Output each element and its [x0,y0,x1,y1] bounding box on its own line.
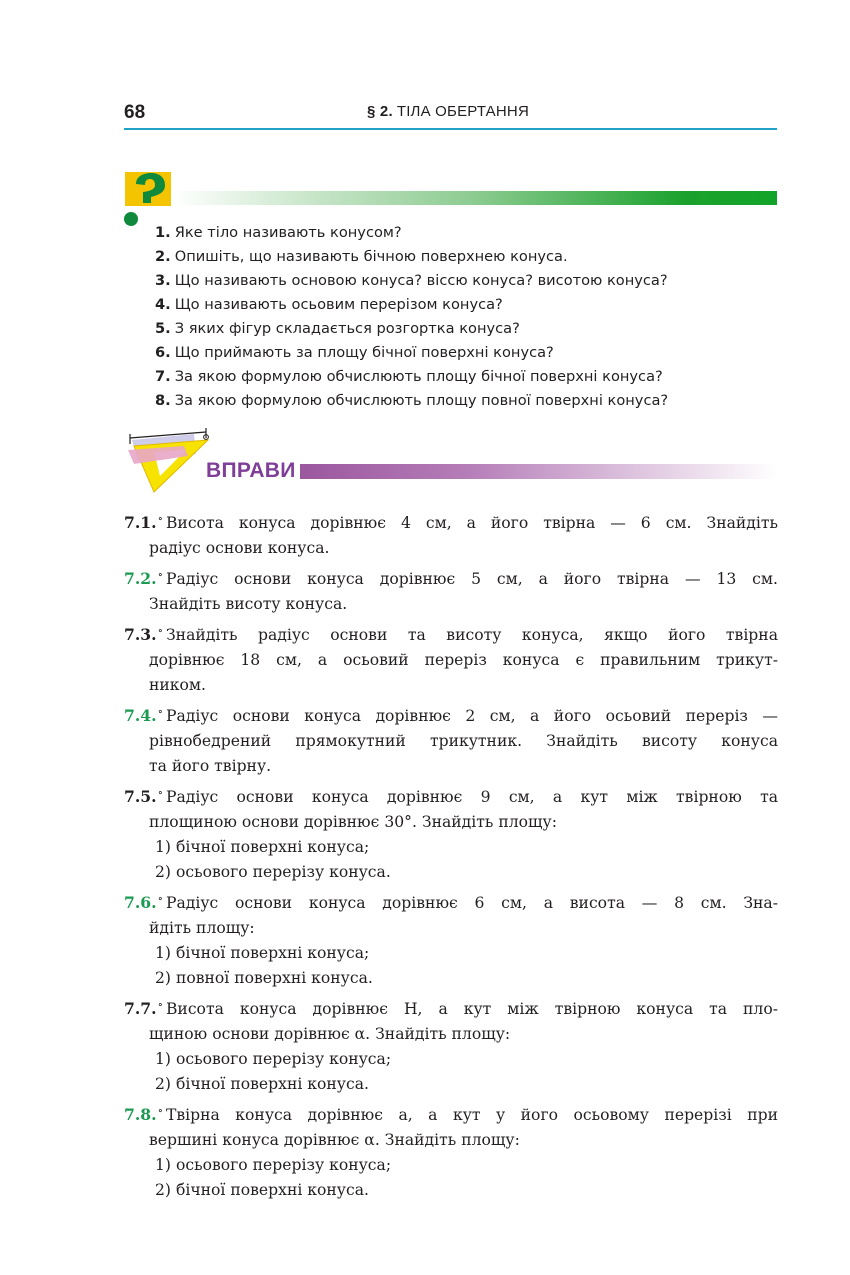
exercise-7-3: 7.3.∘ Знайдіть радіус основи та висоту конуса, якщо його твірна дорівнює 18 см, а осьовий переріз конуса є правильним трикут- ником. [124,624,778,694]
sub-item: 1) бічної поверхні конуса; [155,838,370,856]
exercise-number: 7.8. [124,1105,157,1124]
exercise-number: 7.1. [124,513,157,532]
exercise-number: 7.7. [124,999,157,1018]
sub-item: 1) бічної поверхні конуса; [155,944,370,962]
exercise-number: 7.6. [124,893,157,912]
sub-item: 1) осьового перерізу конуса; [155,1050,392,1068]
section-title: ТІЛА ОБЕРТАННЯ [396,103,529,120]
exercise-number: 7.2. [124,569,157,588]
exercise-7-6: 7.6.∘ Радіус основи конуса дорівнює 6 см, а висота — 8 см. Зна- йдіть площу: 1) бічної поверхні конуса; 2) повної поверхні конуса. [124,886,778,991]
exercise-number: 7.4. [124,706,157,725]
exercises-title: ВПРАВИ [206,459,296,482]
page-number: 68 [124,102,146,123]
exercise-7-7: 7.7.∘ Висота конуса дорівнює H, а кут між твірною конуса та пло- щиною основи дорівнює α. Знайдіть площу: 1) осьового перерізу конуса; 2) бічної поверхні конуса. [124,992,778,1097]
section-mark: § 2. [367,103,393,120]
list-item: 8. За якою формулою обчислюють площу повної поверхні конуса? [155,392,669,409]
exercise-number: 7.5. [124,787,157,806]
header-rule [124,128,777,130]
question-mark-icon [124,172,172,228]
list-item: 6. Що приймають за площу бічної поверхні конуса? [155,344,554,361]
sub-item: 2) осьового перерізу конуса. [155,863,391,881]
list-item: 4. Що називають осьовим перерізом конуса? [155,296,503,313]
sub-item: 1) осьового перерізу конуса; [155,1156,392,1174]
exercise-7-2: 7.2.∘ Радіус основи конуса дорівнює 5 см, а його твірна — 13 см. Знайдіть висоту конуса. [124,568,778,613]
sub-item: 2) бічної поверхні конуса. [155,1075,369,1093]
exercises-list [124,506,778,1204]
exercise-number: 7.3. [124,625,157,644]
review-questions [155,222,668,414]
list-item: 7. За якою формулою обчислюють площу бічної поверхні конуса? [155,368,663,385]
exercise-7-5: 7.5.∘ Радіус основи конуса дорівнює 9 см, а кут між твірною та площиною основи дорівнює 30°. Знайдіть площу: 1) бічної поверхні конуса; 2) осьового перерізу конуса. [124,780,778,885]
list-item: 2. Опишіть, що називають бічною поверхнею конуса. [155,248,568,265]
sub-item: 2) повної поверхні конуса. [155,969,373,987]
page-header [124,98,777,130]
exercise-7-1: 7.1.∘ Висота конуса дорівнює 4 см, а його твірна — 6 см. Знайдіть радіус основи конуса. [124,512,778,557]
list-item: 1. Яке тіло називають конусом? [155,224,402,241]
section-heading [367,103,529,120]
exercises-bar [300,464,777,479]
sub-item: 2) бічної поверхні конуса. [155,1181,369,1199]
ruler-triangle-icon [124,424,214,496]
list-item: 5. З яких фігур складається розгортка конуса? [155,320,520,337]
exercise-7-4: 7.4.∘ Радіус основи конуса дорівнює 2 см, а його осьовий переріз — рівнобедрений прямокутний трикутник. Знайдіть висоту конуса та його твірну. [124,705,778,775]
questions-bar [172,191,777,205]
list-item: 3. Що називають основою конуса? віссю конуса? висотою конуса? [155,272,668,289]
exercise-7-8: 7.8.∘ Твірна конуса дорівнює a, а кут у його осьовому перерізі при вершині конуса дорівнює α. Знайдіть площу: 1) осьового перерізу конуса; 2) бічної поверхні конуса. [124,1098,778,1203]
